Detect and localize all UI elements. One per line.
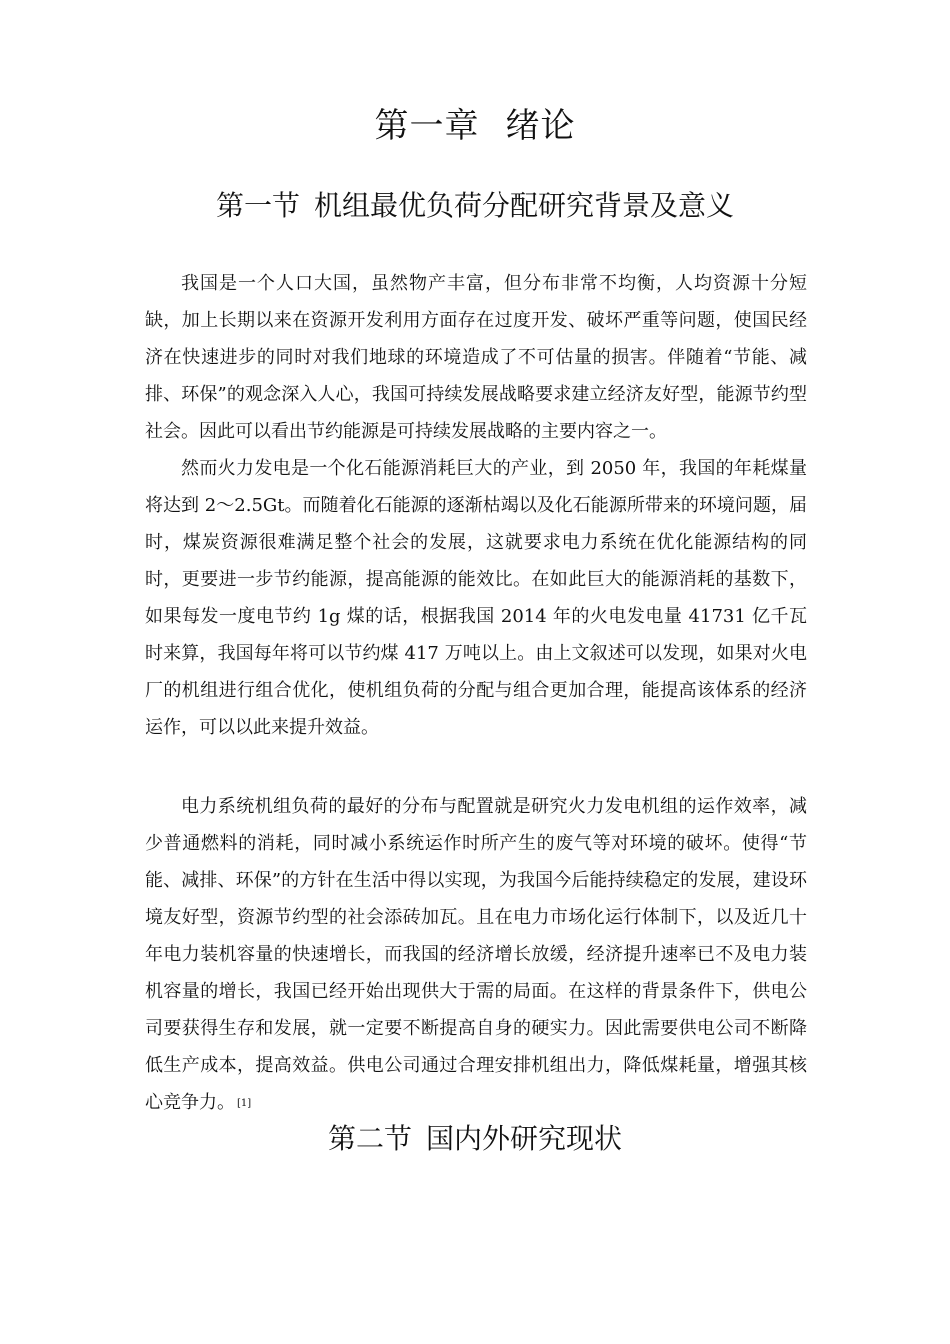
- citation-marker: [1]: [237, 1098, 252, 1109]
- section-name: 国内外研究现状: [426, 1122, 623, 1155]
- chapter-title: [0, 104, 950, 148]
- section-label: 第一节: [215, 189, 300, 222]
- section-name: 机组最优负荷分配研究背景及意义: [314, 189, 735, 222]
- chapter-name: 绪论: [505, 106, 576, 146]
- body-paragraph-2: 然而火力发电是一个化石能源消耗巨大的产业，到 2050 年，我国的年耗煤量将达到 2～2.5Gt。而随着化石能源的逐渐枯竭以及化石能源所带来的环境问题，届时，煤炭资源很难满足整个社会的发展，这就要求电力系统在优化能源结构的同时，更要进一步节约能源，提高能源的能效比。在如此巨大的能源消耗的基数下，如果每发一度电节约 1g 煤的话，根据我国 2014 年的火电发电量 41731 亿千瓦时来算，我国每年将可以节约煤 417 万吨以上。由上文叙述可以发现，如果对火电厂的机组进行组合优化，使机组负荷的分配与组合更加合理，能提高该体系的经济运作，可以以此来提升效益。: [145, 458, 807, 738]
- paragraph-text: 电力系统机组负荷的最好的分布与配置就是研究火力发电机组的运作效率，减少普通燃料的消耗，同时减小系统运作时所产生的废气等对环境的破坏。使得“节能、减排、环保”的方针在生活中得以实现，为我国今后能持续稳定的发展，建设环境友好型，资源节约型的社会添砖加瓦。且在电力市场化运行体制下，以及近几十年电力装机容量的快速增长，而我国的经济增长放缓，经济提升速率已不及电力装机容量的增长，我国已经开始出现供大于需的局面。在这样的背景条件下，供电公司要获得生存和发展，就一定要不断提高自身的硬实力。因此需要供电公司不断降低生产成本，提高效益。供电公司通过合理安排机组出力，降低煤耗量，增强其核心竞争力。: [145, 796, 807, 1113]
- chapter-label: 第一章: [374, 106, 480, 146]
- section-heading-2: [0, 1120, 950, 1158]
- body-paragraph-1: 我国是一个人口大国，虽然物产丰富，但分布非常不均衡，人均资源十分短缺，加上长期以来在资源开发利用方面存在过度开发、破坏严重等问题，使国民经济在快速进步的同时对我们地球的环境造成了不可估量的损害。伴随着“节能、减排、环保”的观念深入人心，我国可持续发展战略要求建立经济友好型，能源节约型社会。因此可以看出节约能源是可持续发展战略的主要内容之一。: [145, 273, 807, 442]
- section-label: 第二节: [327, 1122, 412, 1155]
- section-heading-1: [0, 187, 950, 225]
- body-paragraph-3: [145, 788, 807, 1122]
